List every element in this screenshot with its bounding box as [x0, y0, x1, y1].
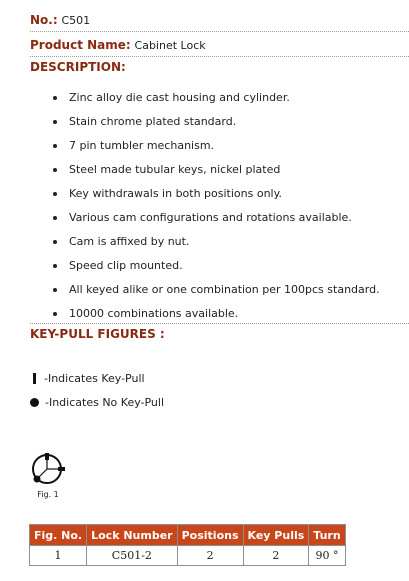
- spec-table: [29, 524, 346, 566]
- product-number-value: C501: [61, 14, 91, 27]
- list-item: All keyed alike or one combination per 100pcs standard.: [51, 279, 380, 303]
- cell-fig-no: 1: [30, 546, 87, 566]
- product-name-line: [30, 38, 206, 52]
- list-item: Zinc alloy die cast housing and cylinder.: [51, 87, 380, 111]
- key-pull-diagram-icon: [30, 452, 66, 486]
- table-header-row: [30, 525, 346, 546]
- list-item: Steel made tubular keys, nickel plated: [51, 159, 380, 183]
- legend-no-key-pull-label: -Indicates No Key-Pull: [45, 396, 165, 409]
- key-pull-bar-icon: [33, 373, 36, 384]
- product-name-value: Cabinet Lock: [134, 39, 206, 52]
- list-item: Cam is affixed by nut.: [51, 231, 380, 255]
- column-header-turn: Turn: [309, 525, 345, 546]
- product-number-line: [30, 13, 90, 27]
- legend-key-pull-label: -Indicates Key-Pull: [44, 372, 145, 385]
- cell-key-pulls: 2: [243, 546, 309, 566]
- list-item: Various cam configurations and rotations available.: [51, 207, 380, 231]
- legend-no-key-pull: [30, 396, 164, 409]
- list-item: Stain chrome plated standard.: [51, 111, 380, 135]
- product-name-label: Product Name:: [30, 38, 131, 52]
- divider: [30, 56, 409, 57]
- figure-1: [30, 452, 66, 499]
- column-header-lock-number: Lock Number: [87, 525, 178, 546]
- figure-caption: Fig. 1: [37, 490, 59, 499]
- product-number-label: No.:: [30, 13, 58, 27]
- divider: [30, 31, 409, 32]
- column-header-key-pulls: Key Pulls: [243, 525, 309, 546]
- description-list: [51, 87, 380, 327]
- list-item: Key withdrawals in both positions only.: [51, 183, 380, 207]
- divider: [30, 323, 409, 324]
- table-row: [30, 546, 346, 566]
- list-item: 10000 combinations available.: [51, 303, 380, 327]
- cell-positions: 2: [177, 546, 243, 566]
- column-header-fig-no: Fig. No.: [30, 525, 87, 546]
- key-pull-title: KEY-PULL FIGURES :: [30, 327, 165, 341]
- no-key-pull-dot-icon: [30, 398, 39, 407]
- legend-key-pull: [30, 372, 145, 385]
- list-item: 7 pin tumbler mechanism.: [51, 135, 380, 159]
- column-header-positions: Positions: [177, 525, 243, 546]
- list-item: Speed clip mounted.: [51, 255, 380, 279]
- cell-turn: 90 °: [309, 546, 345, 566]
- cell-lock-number: C501-2: [87, 546, 178, 566]
- description-title: DESCRIPTION:: [30, 60, 126, 74]
